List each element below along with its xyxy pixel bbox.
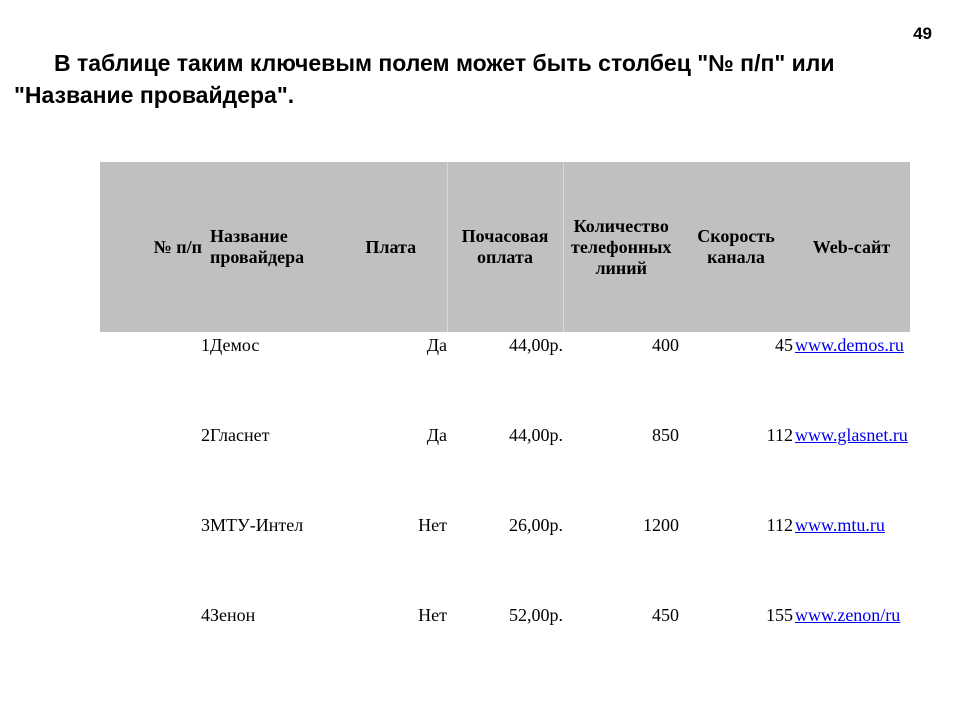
cell-phone-lines: 400 <box>652 335 679 355</box>
cell-hourly-rate: 26,00р. <box>509 515 563 535</box>
cell-phone-lines: 850 <box>652 425 679 445</box>
header-fee: Плата <box>335 162 447 332</box>
cell-provider-name: Зенон <box>210 605 256 625</box>
header-hourly-rate: Почасовая оплата <box>447 162 563 332</box>
cell-number: 4 <box>201 605 210 625</box>
header-phone-lines: Количество телефонных линий <box>563 162 679 332</box>
header-website: Web-сайт <box>793 162 910 332</box>
cell-provider-name: Гласнет <box>210 425 270 445</box>
cell-hourly-rate: 44,00р. <box>509 425 563 445</box>
header-provider-name: Название провайдера <box>210 162 335 332</box>
cell-fee: Нет <box>418 605 447 625</box>
cell-number: 2 <box>201 425 210 445</box>
header-number: № п/п <box>100 162 210 332</box>
cell-website <box>793 332 910 422</box>
website-link[interactable]: www.demos.ru <box>795 335 904 355</box>
website-link[interactable]: www.glasnet.ru <box>795 425 908 445</box>
cell-channel-speed: 112 <box>766 515 793 535</box>
table-header-row <box>100 162 910 332</box>
cell-channel-speed: 112 <box>766 425 793 445</box>
cell-hourly-rate: 44,00р. <box>509 335 563 355</box>
cell-website <box>793 512 910 602</box>
header-channel-speed: Скорость канала <box>679 162 793 332</box>
cell-channel-speed: 155 <box>766 605 793 625</box>
cell-phone-lines: 1200 <box>643 515 679 535</box>
page-heading: В таблице таким ключевым полем может быть столбец "№ п/п" или "Название провайдера". <box>14 50 835 108</box>
table-row <box>100 512 910 602</box>
cell-hourly-rate: 52,00р. <box>509 605 563 625</box>
cell-provider-name: Демос <box>210 335 260 355</box>
table-row <box>100 602 910 692</box>
cell-channel-speed: 45 <box>775 335 793 355</box>
table-row <box>100 332 910 422</box>
cell-website <box>793 422 910 512</box>
providers-table-container <box>100 162 910 692</box>
cell-website <box>793 602 910 692</box>
cell-phone-lines: 450 <box>652 605 679 625</box>
page-number: 49 <box>913 24 932 43</box>
cell-fee: Да <box>426 335 447 355</box>
cell-fee: Да <box>426 425 447 445</box>
cell-fee: Нет <box>418 515 447 535</box>
website-link[interactable]: www.mtu.ru <box>795 515 885 535</box>
providers-table <box>100 162 910 692</box>
website-link[interactable]: www.zenon/ru <box>795 605 901 625</box>
cell-number: 1 <box>201 335 210 355</box>
cell-provider-name: МТУ-Интел <box>210 515 304 535</box>
cell-number: 3 <box>201 515 210 535</box>
table-row <box>100 422 910 512</box>
